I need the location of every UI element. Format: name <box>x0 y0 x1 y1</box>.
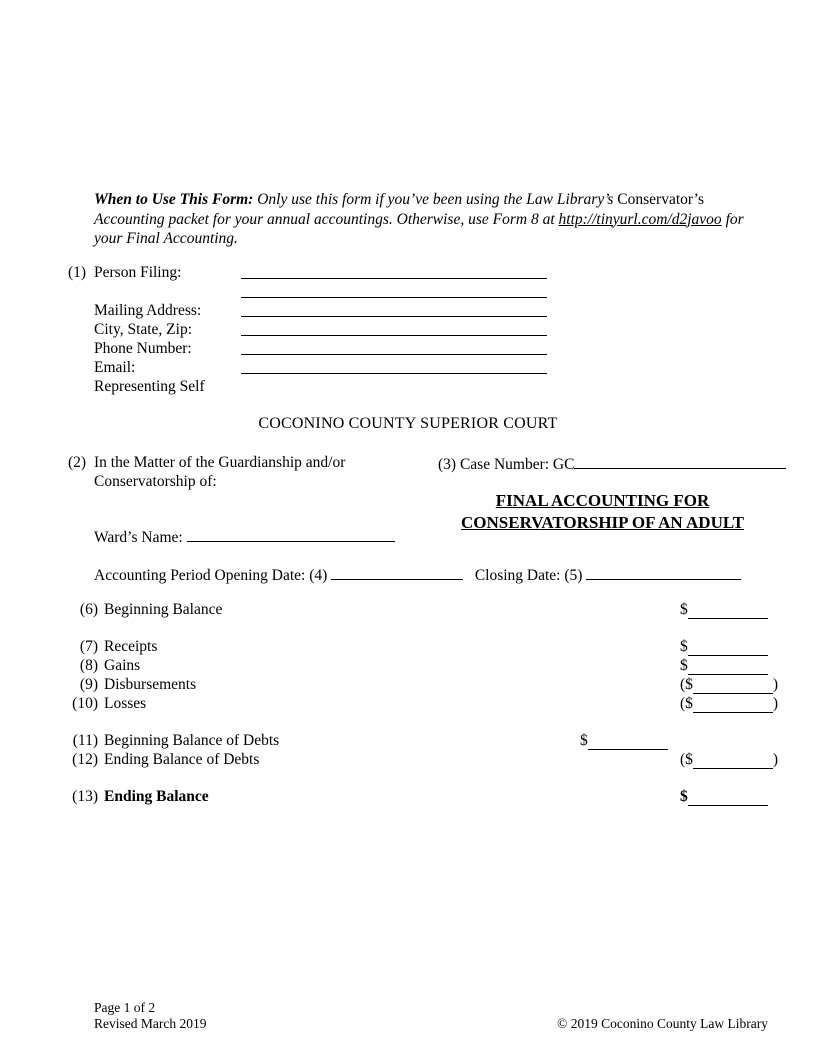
item-amount <box>680 751 778 769</box>
opening-date-input[interactable] <box>331 564 463 580</box>
currency-suffix: ) <box>772 751 779 768</box>
item-amount <box>580 732 668 750</box>
item-number: (11) <box>72 732 98 749</box>
city-state-zip-row <box>68 320 768 339</box>
item-row-receipts <box>68 638 778 657</box>
closing-date-input[interactable] <box>586 564 741 580</box>
currency-prefix: $ <box>680 638 688 655</box>
item-row-ending-balance <box>68 788 778 807</box>
intro-text-2: Accounting <box>94 210 169 228</box>
item-amount <box>680 676 778 694</box>
item-amount <box>680 788 768 806</box>
item-row-beginning-debts <box>68 732 778 751</box>
item-number: (10) <box>72 695 98 712</box>
amount-input[interactable] <box>693 698 773 713</box>
item-row-beginning-balance <box>68 601 778 620</box>
item-number: (12) <box>72 751 98 768</box>
amount-input[interactable] <box>693 679 773 694</box>
items-gap-1 <box>68 620 778 638</box>
page-number: Page 1 of 2 <box>94 1000 156 1015</box>
city-state-zip-input[interactable] <box>241 335 547 336</box>
form-title-line-2: CONSERVATORSHIP OF AN ADULT <box>461 513 744 532</box>
intro-text-1: Only use this form if you’ve been using the Law Library’s <box>253 191 618 208</box>
email-label: Email: <box>94 359 136 376</box>
case-number-label: (3) Case Number: GC <box>438 456 575 473</box>
matter-item-number: (2) <box>68 454 87 471</box>
when-to-use-paragraph <box>94 190 772 249</box>
currency-prefix: ($ <box>680 676 693 693</box>
court-name: COCONINO COUNTY SUPERIOR COURT <box>258 415 558 432</box>
currency-prefix: ($ <box>680 695 693 712</box>
intro-text-3: packet for your annual accountings. Otherwise, use Form 8 at <box>168 210 559 228</box>
amount-input[interactable] <box>588 735 668 750</box>
matter-line-2: Conservatorship of: <box>94 473 217 490</box>
case-number-row <box>438 453 786 474</box>
opening-date-label: Accounting Period Opening Date: (4) <box>94 567 328 584</box>
filer-info-block <box>68 263 768 396</box>
intro-text-roman-1: Conservator’s <box>617 191 704 208</box>
item-number: (9) <box>79 676 98 693</box>
items-gap-2 <box>68 714 778 732</box>
item-row-ending-debts <box>68 751 778 770</box>
closing-date-label: Closing Date: (5) <box>474 567 583 584</box>
ward-name-row <box>94 526 395 547</box>
currency-prefix: ($ <box>680 751 693 768</box>
item-amount <box>680 657 768 675</box>
mailing-address-row <box>68 301 768 320</box>
mailing-address-input[interactable] <box>241 316 547 317</box>
matter-line-1: In the Matter of the Guardianship and/or <box>94 454 346 471</box>
person-filing-row <box>68 263 768 282</box>
representing-self-row <box>68 377 768 396</box>
amount-input[interactable] <box>688 660 768 675</box>
amount-input[interactable] <box>693 754 773 769</box>
when-to-use-heading: When to Use This Form: <box>94 191 254 208</box>
item-number: (8) <box>79 657 98 674</box>
amount-input[interactable] <box>688 791 768 806</box>
item-label: Losses <box>104 695 147 712</box>
item-label: Disbursements <box>104 676 197 693</box>
currency-prefix: $ <box>680 601 688 618</box>
filer-item-number: (1) <box>68 264 87 281</box>
form-title <box>430 490 775 534</box>
person-filing-label: Person Filing: <box>94 264 182 281</box>
item-row-gains <box>68 657 778 676</box>
address-line2-row <box>68 282 768 301</box>
ward-name-input[interactable] <box>187 526 395 542</box>
matter-block <box>68 453 448 491</box>
email-input[interactable] <box>241 373 547 374</box>
currency-suffix: ) <box>772 695 779 712</box>
form-title-line-1: FINAL ACCOUNTING FOR <box>495 491 710 510</box>
copyright-notice: © 2019 Coconino County Law Library <box>557 1016 768 1031</box>
item-row-losses <box>68 695 778 714</box>
phone-label: Phone Number: <box>94 340 192 357</box>
item-amount <box>680 695 778 713</box>
currency-prefix: $ <box>680 788 688 805</box>
person-filing-input[interactable] <box>241 278 547 279</box>
item-label: Receipts <box>104 638 158 655</box>
item-number: (7) <box>79 638 98 655</box>
revision-date: Revised March 2019 <box>94 1016 207 1031</box>
intro-text-4: for your Final Accounting. <box>94 210 744 247</box>
footer-left <box>94 1000 206 1032</box>
phone-row <box>68 339 768 358</box>
amount-input[interactable] <box>688 641 768 656</box>
item-label: Ending Balance <box>104 788 209 805</box>
item-number: (6) <box>79 601 98 618</box>
representing-self-label: Representing Self <box>94 378 205 395</box>
items-gap-3 <box>68 770 778 788</box>
item-label: Gains <box>104 657 141 674</box>
tinyurl-link[interactable]: http://tinyurl.com/d2javoo <box>558 210 722 228</box>
item-label: Beginning Balance <box>104 601 223 618</box>
item-number: (13) <box>72 788 98 805</box>
item-label: Ending Balance of Debts <box>104 751 260 768</box>
accounting-period-row <box>94 564 741 585</box>
case-number-input[interactable] <box>574 453 786 469</box>
item-label: Beginning Balance of Debts <box>104 732 280 749</box>
address-line2-input[interactable] <box>241 297 547 298</box>
currency-prefix: $ <box>580 732 588 749</box>
item-amount <box>680 601 768 619</box>
amount-input[interactable] <box>688 604 768 619</box>
mailing-address-label: Mailing Address: <box>94 302 202 319</box>
city-state-zip-label: City, State, Zip: <box>94 321 193 338</box>
accounting-items <box>68 601 778 807</box>
ward-name-label: Ward’s Name: <box>94 529 183 546</box>
item-amount <box>680 638 768 656</box>
item-row-disbursements <box>68 676 778 695</box>
currency-suffix: ) <box>772 676 779 693</box>
email-row <box>68 358 768 377</box>
phone-input[interactable] <box>241 354 547 355</box>
currency-prefix: $ <box>680 657 688 674</box>
